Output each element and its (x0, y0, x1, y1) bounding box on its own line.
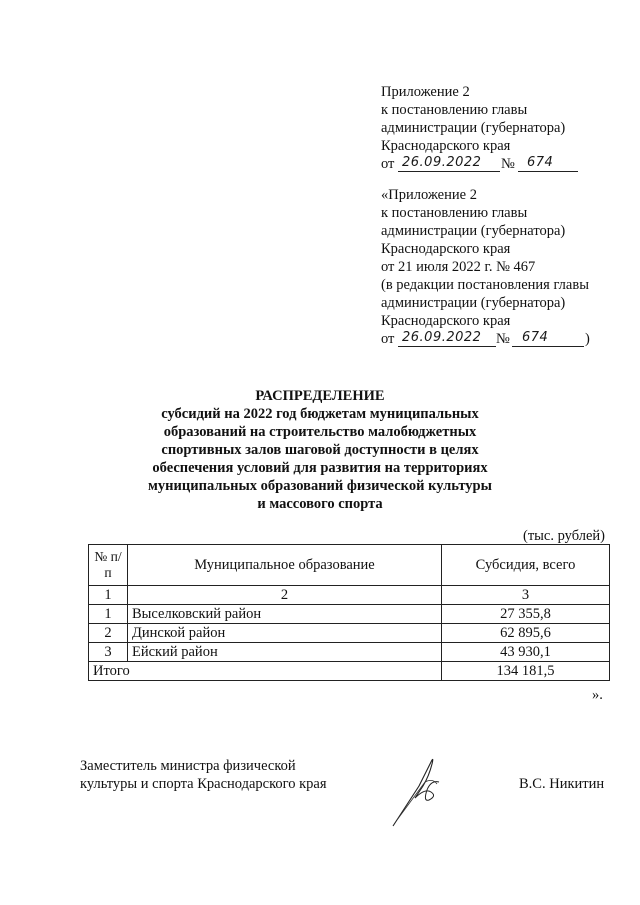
title-line: субсидий на 2022 год бюджетам муниципальных (161, 406, 479, 422)
annex-line: (в редакции постановления главы (381, 277, 589, 293)
title-heading: РАСПРЕДЕЛЕНИЕ (255, 388, 385, 404)
row-subsidy: 43 930,1 (442, 643, 610, 662)
annex-date-handwritten: 26.09.2022 (402, 330, 482, 345)
title-line: муниципальных образований физической культуры (148, 478, 492, 494)
row-subsidy: 62 895,6 (442, 624, 610, 643)
column-number-row (89, 586, 610, 605)
row-subsidy: 27 355,8 (442, 605, 610, 624)
signatory-name: В.С. Никитин (519, 776, 605, 792)
signatory-position: культуры и спорта Краснодарского края (80, 776, 327, 792)
row-num: 1 (89, 605, 128, 624)
column-number: 2 (128, 586, 442, 605)
header-subsidy: Субсидия, всего (442, 545, 610, 586)
annex-from-label: от (381, 331, 395, 347)
unit-note: (тыс. рублей) (523, 528, 605, 544)
row-municipality: Ейский район (128, 643, 442, 662)
row-num: 2 (89, 624, 128, 643)
closing-quote: ». (592, 687, 603, 703)
annex-number-handwritten: 674 (527, 155, 554, 170)
row-num: 3 (89, 643, 128, 662)
date-underline (398, 346, 496, 347)
number-underline (518, 171, 578, 172)
annex-line: к постановлению главы (381, 205, 528, 221)
annex-number-handwritten: 674 (522, 330, 549, 345)
handwritten-signature (385, 752, 455, 832)
table-header-row (89, 545, 610, 586)
annex-line: Краснодарского края (381, 138, 511, 154)
table-row (89, 605, 610, 624)
annex-closing-paren: ) (585, 331, 590, 347)
annex-date-handwritten: 26.09.2022 (402, 155, 482, 170)
annex-line: «Приложение 2 (381, 187, 477, 203)
annex-line: Краснодарского края (381, 241, 511, 257)
title-line: спортивных залов шаговой доступности в целях (161, 442, 479, 458)
number-underline (512, 346, 584, 347)
annex-line: администрации (губернатора) (381, 120, 566, 136)
title-line: и массового спорта (257, 496, 383, 512)
date-underline (398, 171, 500, 172)
total-label: Итого (89, 662, 442, 681)
annex-line: Приложение 2 (381, 84, 470, 100)
header-num: № п/п (89, 545, 128, 586)
title-line: обеспечения условий для развития на территориях (152, 460, 488, 476)
title-line: образований на строительство малобюджетных (163, 424, 477, 440)
table-row (89, 624, 610, 643)
annex-line: Краснодарского края (381, 313, 511, 329)
annex-line: администрации (губернатора) (381, 223, 566, 239)
subsidy-table (88, 544, 610, 681)
annex-line: администрации (губернатора) (381, 295, 566, 311)
annex-from-label: от (381, 156, 395, 172)
annex-line: от 21 июля 2022 г. № 467 (381, 259, 536, 275)
column-number: 3 (442, 586, 610, 605)
annex-number-label: № (501, 156, 515, 172)
signatory-position: Заместитель министра физической (80, 758, 296, 774)
row-municipality: Выселковский район (128, 605, 442, 624)
table-row (89, 643, 610, 662)
total-value: 134 181,5 (442, 662, 610, 681)
annex-number-label: № (496, 331, 510, 347)
column-number: 1 (89, 586, 128, 605)
annex-line: к постановлению главы (381, 102, 528, 118)
row-municipality: Динской район (128, 624, 442, 643)
total-row (89, 662, 610, 681)
header-municipality: Муниципальное образование (128, 545, 442, 586)
